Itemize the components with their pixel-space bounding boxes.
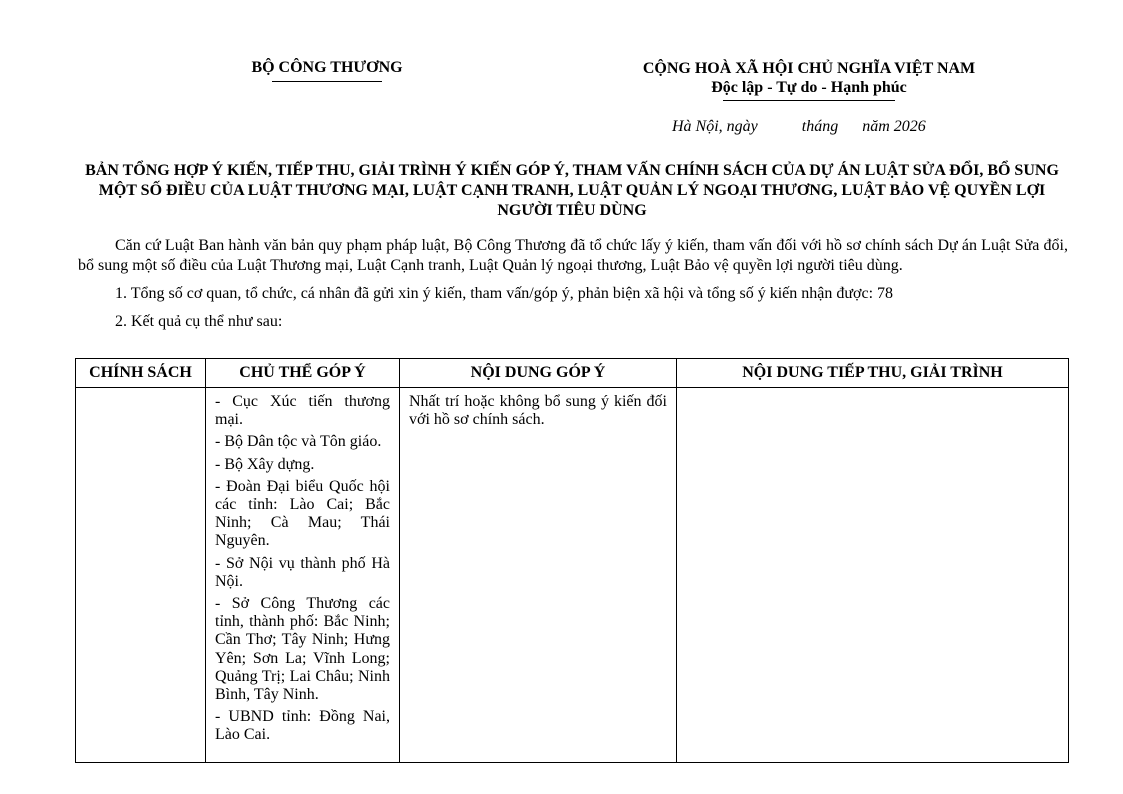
- table-row: [76, 388, 1069, 763]
- results-paragraph: 2. Kết quả cụ thể như sau:: [115, 313, 283, 330]
- contributor-entry: - Sở Nội vụ thành phố Hà Nội.: [215, 554, 390, 590]
- contributor-entry: - Sở Công Thương các tỉnh, thành phố: Bắc Ninh; Cần Thơ; Tây Ninh; Hưng Yên; Sơn La; Vĩnh Long; Quảng Trị; Lai Châu; Ninh Bình, Tây Ninh.: [215, 595, 390, 704]
- contributor-entry: - Đoàn Đại biểu Quốc hội các tỉnh: Lào Cai; Bắc Ninh; Cà Mau; Thái Nguyên.: [215, 477, 390, 550]
- date-line: Hà Nội, ngày tháng năm 2026: [672, 118, 926, 135]
- contributor-entry: - Bộ Dân tộc và Tôn giáo.: [215, 433, 382, 451]
- header-response: NỘI DUNG TIẾP THU, GIẢI TRÌNH: [677, 359, 1069, 388]
- header-content: NỘI DUNG GÓP Ý: [400, 359, 677, 388]
- ministry-header: [230, 59, 424, 82]
- response-cell: [677, 388, 1069, 763]
- country-name: CỘNG HOÀ XÃ HỘI CHỦ NGHĨA VIỆT NAM: [642, 60, 976, 77]
- national-header: [606, 59, 1012, 101]
- header-policy: CHÍNH SÁCH: [76, 359, 206, 388]
- contributor-entry: - Bộ Xây dựng.: [215, 455, 315, 473]
- policy-cell: [76, 388, 206, 763]
- table-header-row: [76, 359, 1069, 388]
- header-contributor: CHỦ THỂ GÓP Ý: [206, 359, 400, 388]
- contributor-entry: - Cục Xúc tiến thương mại.: [215, 393, 390, 429]
- contributor-entry: - UBND tỉnh: Đồng Nai, Lào Cai.: [215, 708, 390, 744]
- total-count-paragraph: 1. Tổng số cơ quan, tổ chức, cá nhân đã gửi xin ý kiến, tham vấn/góp ý, phản biện xã hội và tổng số ý kiến nhận được: 78: [115, 285, 894, 302]
- ministry-underline: [272, 81, 382, 82]
- contributor-cell: [206, 388, 400, 763]
- national-motto: Độc lập - Tự do - Hạnh phúc: [711, 79, 907, 96]
- ministry-name: BỘ CÔNG THƯƠNG: [251, 59, 403, 76]
- content-cell: Nhất trí hoặc không bổ sung ý kiến đối với hồ sơ chính sách.: [400, 388, 677, 763]
- motto-underline: [723, 100, 895, 101]
- document-title: BẢN TỔNG HỢP Ý KIẾN, TIẾP THU, GIẢI TRÌNH Ý KIẾN GÓP Ý, THAM VẤN CHÍNH SÁCH CỦA DỰ ÁN LUẬT SỬA ĐỔI, BỔ SUNG MỘT SỐ ĐIỀU CỦA LUẬT THƯƠNG MẠI, LUẬT CẠNH TRANH, LUẬT QUẢN LÝ NGOẠI THƯƠNG, LUẬT BẢO VỆ QUYỀN LỢI NGƯỜI TIÊU DÙNG: [85, 162, 1059, 219]
- summary-table: [75, 358, 1069, 763]
- intro-paragraph: Căn cứ Luật Ban hành văn bản quy phạm pháp luật, Bộ Công Thương đã tổ chức lấy ý kiến, tham vấn đối với hồ sơ chính sách Dự án Luật Sửa đổi, bổ sung một số điều của Luật Thương mại, Luật Cạnh tranh, Luật Quản lý ngoại thương, Luật Bảo vệ quyền lợi người tiêu dùng.: [78, 237, 1068, 274]
